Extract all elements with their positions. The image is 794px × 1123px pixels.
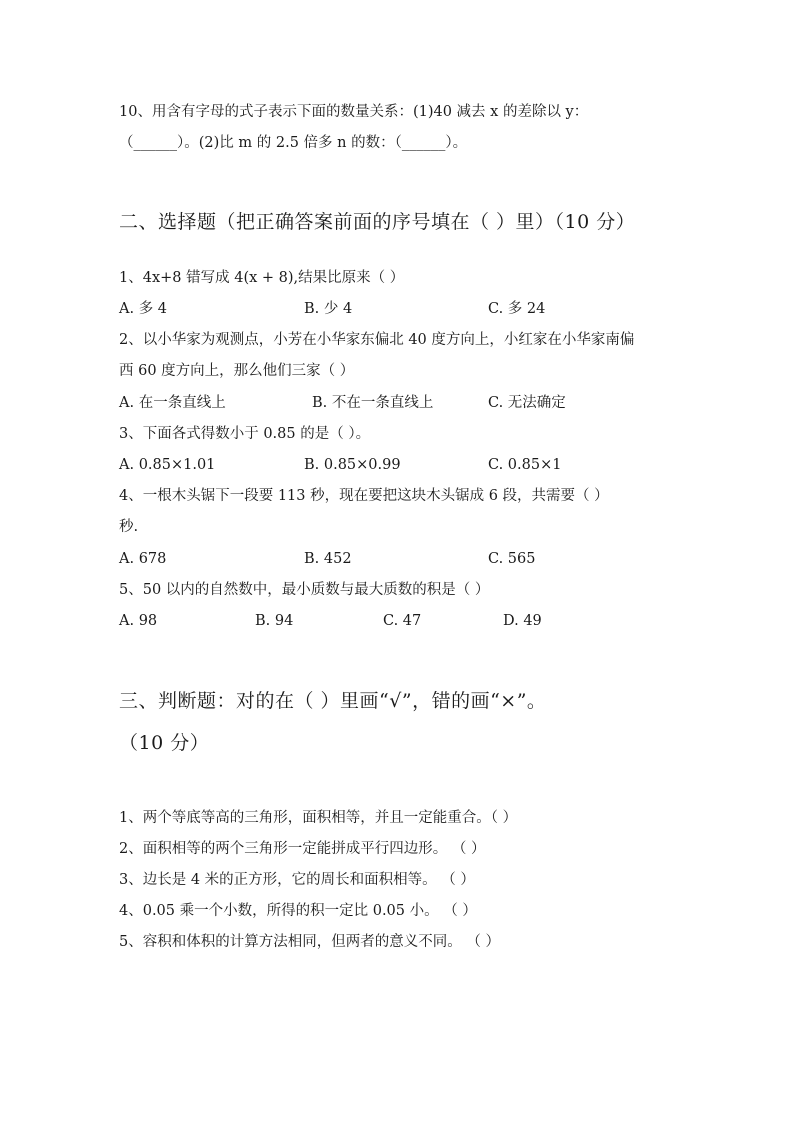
s2-q3-option-b: B. 0.85×0.99 xyxy=(304,457,401,473)
s2-q1-option-b: B. 少 4 xyxy=(304,301,353,317)
s2-q3-option-a: A. 0.85×1.01 xyxy=(119,457,216,473)
q10-line1: 10、用含有字母的式子表示下面的数量关系：(1)40 减去 x 的差除以 y： xyxy=(119,104,589,120)
s2-q4-option-b: B. 452 xyxy=(304,551,352,567)
s3-item-3: 3、边长是 4 米的正方形，它的周长和面积相等。 （ ） xyxy=(119,872,475,888)
s2-q3-option-c: C. 0.85×1 xyxy=(488,457,562,473)
s2-q1-option-a: A. 多 4 xyxy=(119,301,168,317)
s3-item-5: 5、容积和体积的计算方法相同，但两者的意义不同。 （ ） xyxy=(119,934,500,950)
s3-item-1: 1、两个等底等高的三角形，面积相等，并且一定能重合。（ ） xyxy=(119,810,518,826)
s2-q4-option-a: A. 678 xyxy=(119,551,167,567)
s2-q2-text-line2: 西 60 度方向上，那么他们三家（ ） xyxy=(119,363,355,379)
section2-title: 二、选择题（把正确答案前面的序号填在（ ）里）（10 分） xyxy=(119,211,636,233)
s2-q1-option-c: C. 多 24 xyxy=(488,301,546,317)
s2-q2-option-a: A. 在一条直线上 xyxy=(119,395,226,411)
s2-q5-option-d: D. 49 xyxy=(503,613,542,629)
s2-q5-option-b: B. 94 xyxy=(255,613,294,629)
s2-q4-text-line2: 秒. xyxy=(119,519,139,535)
s2-q3-text: 3、下面各式得数小于 0.85 的是（ ）。 xyxy=(119,426,371,442)
s2-q4-text-line1: 4、一根木头锯下一段要 113 秒，现在要把这块木头锯成 6 段，共需要（ ） xyxy=(119,488,609,504)
section3-title-line1: 三、判断题：对的在（ ）里画“√”，错的画“×”。 xyxy=(119,690,547,712)
s2-q2-text-line1: 2、以小华家为观测点，小芳在小华家东偏北 40 度方向上，小红家在小华家南偏 xyxy=(119,332,635,348)
s2-q2-option-b: B. 不在一条直线上 xyxy=(312,395,434,411)
s2-q1-text: 1、4x+8 错写成 4(x + 8),结果比原来（ ） xyxy=(119,270,405,286)
section3-title-line2: （10 分） xyxy=(119,732,210,754)
q10-line2: （______）。(2)比 m 的 2.5 倍多 n 的数：（______）。 xyxy=(119,135,468,151)
s2-q5-option-a: A. 98 xyxy=(119,613,158,629)
s2-q5-text: 5、50 以内的自然数中，最小质数与最大质数的积是（ ） xyxy=(119,582,490,598)
s2-q5-option-c: C. 47 xyxy=(383,613,422,629)
s2-q4-option-c: C. 565 xyxy=(488,551,536,567)
s3-item-2: 2、面积相等的两个三角形一定能拼成平行四边形。 （ ） xyxy=(119,841,486,857)
s3-item-4: 4、0.05 乘一个小数，所得的积一定比 0.05 小。 （ ） xyxy=(119,903,477,919)
s2-q2-option-c: C. 无法确定 xyxy=(488,395,566,411)
